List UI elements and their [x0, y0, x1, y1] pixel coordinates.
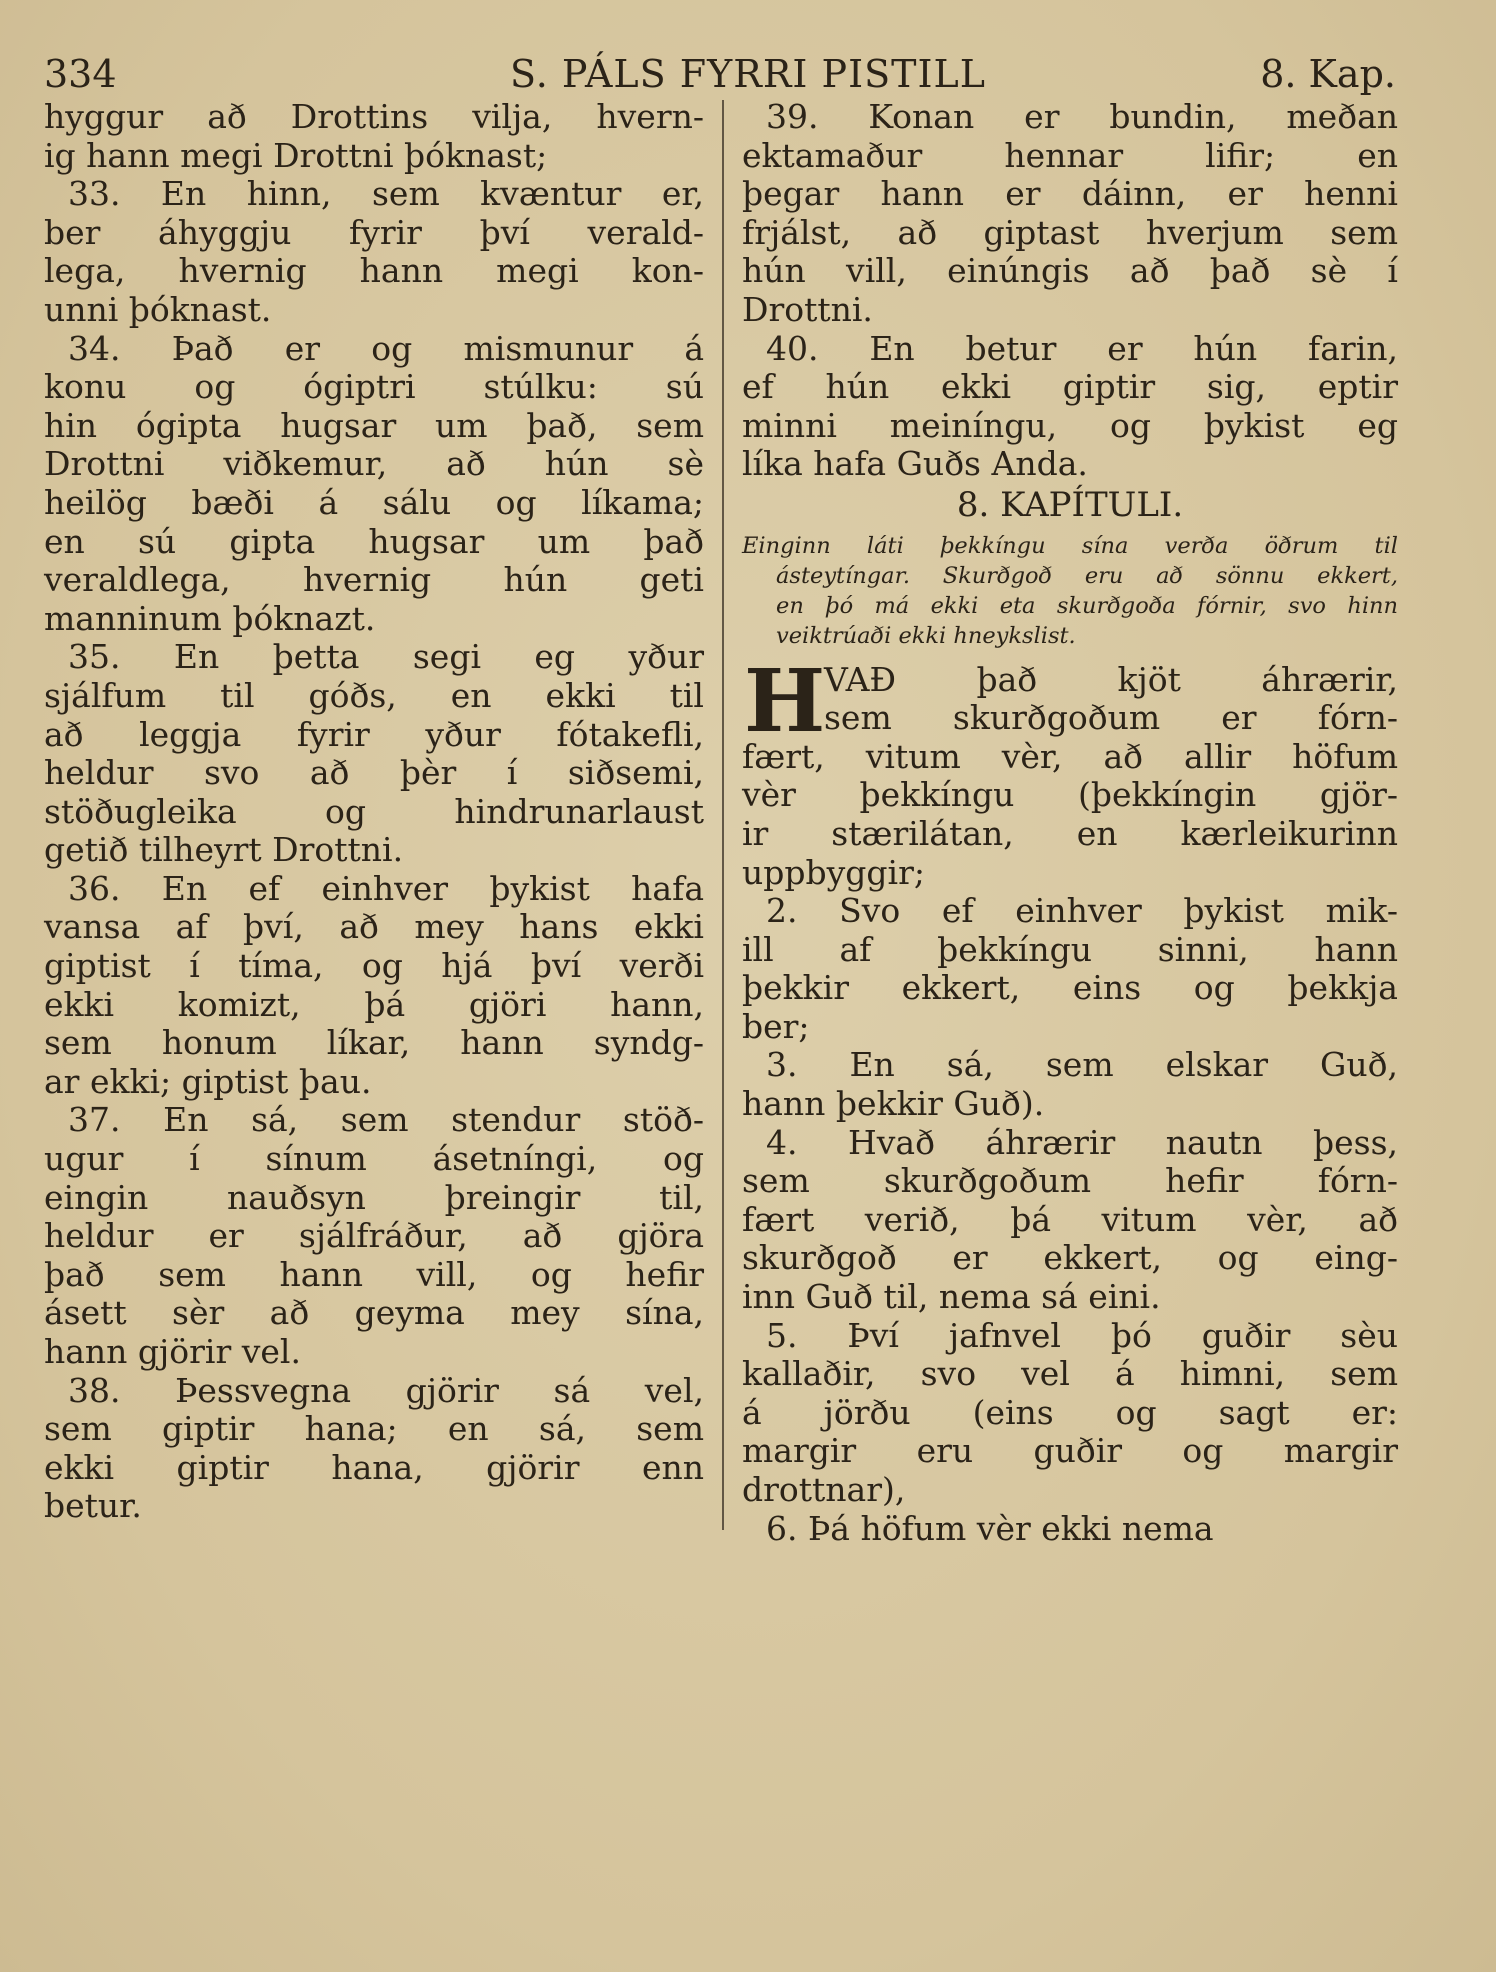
text-line: 2. Svo ef einhver þykist mik-	[766, 891, 1398, 931]
left-column	[44, 98, 704, 1526]
page-number: 334	[44, 52, 117, 96]
text-line: en sú gipta hugsar um það	[44, 521, 704, 561]
summary-line: en þó má ekki eta skurðgoða fórnir, svo hinn	[776, 592, 1398, 619]
text-line: heldur er sjálfráður, að gjöra	[44, 1216, 704, 1256]
text-line: sem skurðgoðum hefir fórn-	[742, 1161, 1398, 1201]
text-line: hann þekkir Guð).	[742, 1084, 1045, 1124]
text-line: sem honum líkar, hann syndg-	[44, 1023, 704, 1063]
text-line: heilög bæði á sálu og líkama;	[44, 482, 704, 522]
text-line: að leggja fyrir yður fótakefli,	[44, 714, 704, 754]
text-line: Drottni.	[742, 289, 873, 329]
text-line: stöðugleika og hindrunarlaust	[44, 791, 704, 831]
text-line: ásett sèr að geyma mey sína,	[44, 1293, 704, 1333]
text-line: heldur svo að þèr í siðsemi,	[44, 753, 704, 793]
text-line: VAÐ það kjöt áhrærir,	[824, 659, 1398, 699]
text-line: 35. En þetta segi eg yður	[68, 637, 704, 677]
text-line: ugur í sínum ásetníngi, og	[44, 1139, 704, 1179]
text-line: 36. En ef einhver þykist hafa	[68, 868, 704, 908]
right-column-top-verses	[742, 98, 1398, 484]
text-line: sem skurðgoðum er fórn-	[824, 698, 1398, 738]
text-line: hyggur að Drottins vilja, hvern-	[44, 97, 704, 136]
text-line: drottnar),	[742, 1470, 906, 1509]
text-line: unni þóknast.	[44, 289, 272, 329]
text-line: sem giptir hana; en sá, sem	[44, 1409, 704, 1449]
text-line: 4. Hvað áhrærir nautn þess,	[766, 1122, 1398, 1162]
text-line: ekki komizt, þá gjöri hann,	[44, 984, 704, 1024]
chapter-summary	[742, 531, 1398, 651]
text-line: 39. Konan er bundin, meðan	[766, 97, 1398, 136]
text-line: fært verið, þá vitum vèr, að	[742, 1199, 1398, 1239]
text-line: 37. En sá, sem stendur stöð-	[68, 1100, 704, 1140]
text-line: líka hafa Guðs Anda.	[742, 444, 1088, 484]
text-line: ill af þekkíngu sinni, hann	[742, 929, 1398, 969]
text-line: á jörðu (eins og sagt er:	[742, 1392, 1398, 1432]
text-line: ber áhyggju fyrir því verald-	[44, 212, 704, 252]
chapter-reference: 8. Kap.	[1260, 52, 1396, 96]
text-line: ef hún ekki giptir sig, eptir	[742, 367, 1398, 407]
drop-cap: H	[744, 650, 826, 752]
text-line: vansa af því, að mey hans ekki	[44, 907, 704, 947]
text-line: fært, vitum vèr, að allir höfum	[742, 736, 1398, 776]
text-line: kallaðir, svo vel á himni, sem	[742, 1354, 1398, 1394]
text-line: sjálfum til góðs, en ekki til	[44, 675, 704, 715]
summary-line: ásteytíngar. Skurðgoð eru að sönnu ekkert,	[776, 562, 1398, 589]
column-divider	[722, 100, 724, 1530]
text-line: 40. En betur er hún farin,	[766, 328, 1398, 368]
text-line: hin ógipta hugsar um það, sem	[44, 405, 704, 445]
text-line: betur.	[44, 1486, 142, 1526]
text-line: uppbyggir;	[742, 852, 925, 892]
text-line: inn Guð til, nema sá eini.	[742, 1277, 1161, 1317]
text-line: Drottni viðkemur, að hún sè	[44, 444, 704, 484]
text-line: 6. Þá höfum vèr ekki nema	[766, 1508, 1214, 1548]
text-line: þegar hann er dáinn, er henni	[742, 174, 1398, 214]
summary-line: veiktrúaði ekki hneykslist.	[776, 622, 1076, 649]
text-line: hún vill, einúngis að það sè í	[742, 251, 1398, 291]
text-line: ekki giptir hana, gjörir enn	[44, 1447, 704, 1487]
text-line: manninum þóknazt.	[44, 598, 376, 638]
text-line: ber;	[742, 1006, 810, 1046]
text-line: ir stærilátan, en kærleikurinn	[742, 813, 1398, 853]
text-line: 33. En hinn, sem kvæntur er,	[68, 174, 704, 214]
running-title: S. PÁLS FYRRI PISTILL	[510, 52, 986, 96]
text-line: margir eru guðir og margir	[742, 1431, 1398, 1471]
text-line: lega, hvernig hann megi kon-	[44, 251, 704, 291]
text-line: eingin nauðsyn þreingir til,	[44, 1177, 704, 1217]
text-line: ig hann megi Drottni þóknast;	[44, 135, 548, 175]
text-line: giptist í tíma, og hjá því verði	[44, 946, 704, 986]
text-line: 34. Það er og mismunur á	[68, 328, 704, 368]
text-line: hann gjörir vel.	[44, 1332, 301, 1371]
text-line: skurðgoð er ekkert, og eing-	[742, 1238, 1398, 1278]
summary-line: Einginn láti þekkíngu sína verða öðrum til	[742, 532, 1398, 559]
text-line: það sem hann vill, og hefir	[44, 1254, 704, 1294]
text-line: 38. Þessvegna gjörir sá vel,	[68, 1370, 704, 1410]
text-line: vèr þekkíngu (þekkíngin gjör-	[742, 775, 1398, 815]
text-line: ar ekki; giptist þau.	[44, 1061, 372, 1101]
text-line: getið tilheyrt Drottni.	[44, 830, 404, 870]
text-line: konu og ógiptri stúlku: sú	[44, 367, 704, 407]
text-line: 5. Því jafnvel þó guðir sèu	[766, 1315, 1398, 1355]
chapter-heading: 8. KAPÍTULI.	[956, 484, 1184, 525]
text-line: ektamaður hennar lifir; en	[742, 135, 1398, 175]
right-column	[742, 98, 1398, 1548]
text-line: 3. En sá, sem elskar Guð,	[766, 1045, 1398, 1085]
text-line: þekkir ekkert, eins og þekkja	[742, 968, 1398, 1008]
right-column-bottom-verses	[742, 650, 1398, 1549]
text-line: veraldlega, hvernig hún geti	[44, 560, 704, 600]
text-line: frjálst, að giptast hverjum sem	[742, 212, 1398, 252]
text-line: minni meiníngu, og þykist eg	[742, 405, 1398, 445]
